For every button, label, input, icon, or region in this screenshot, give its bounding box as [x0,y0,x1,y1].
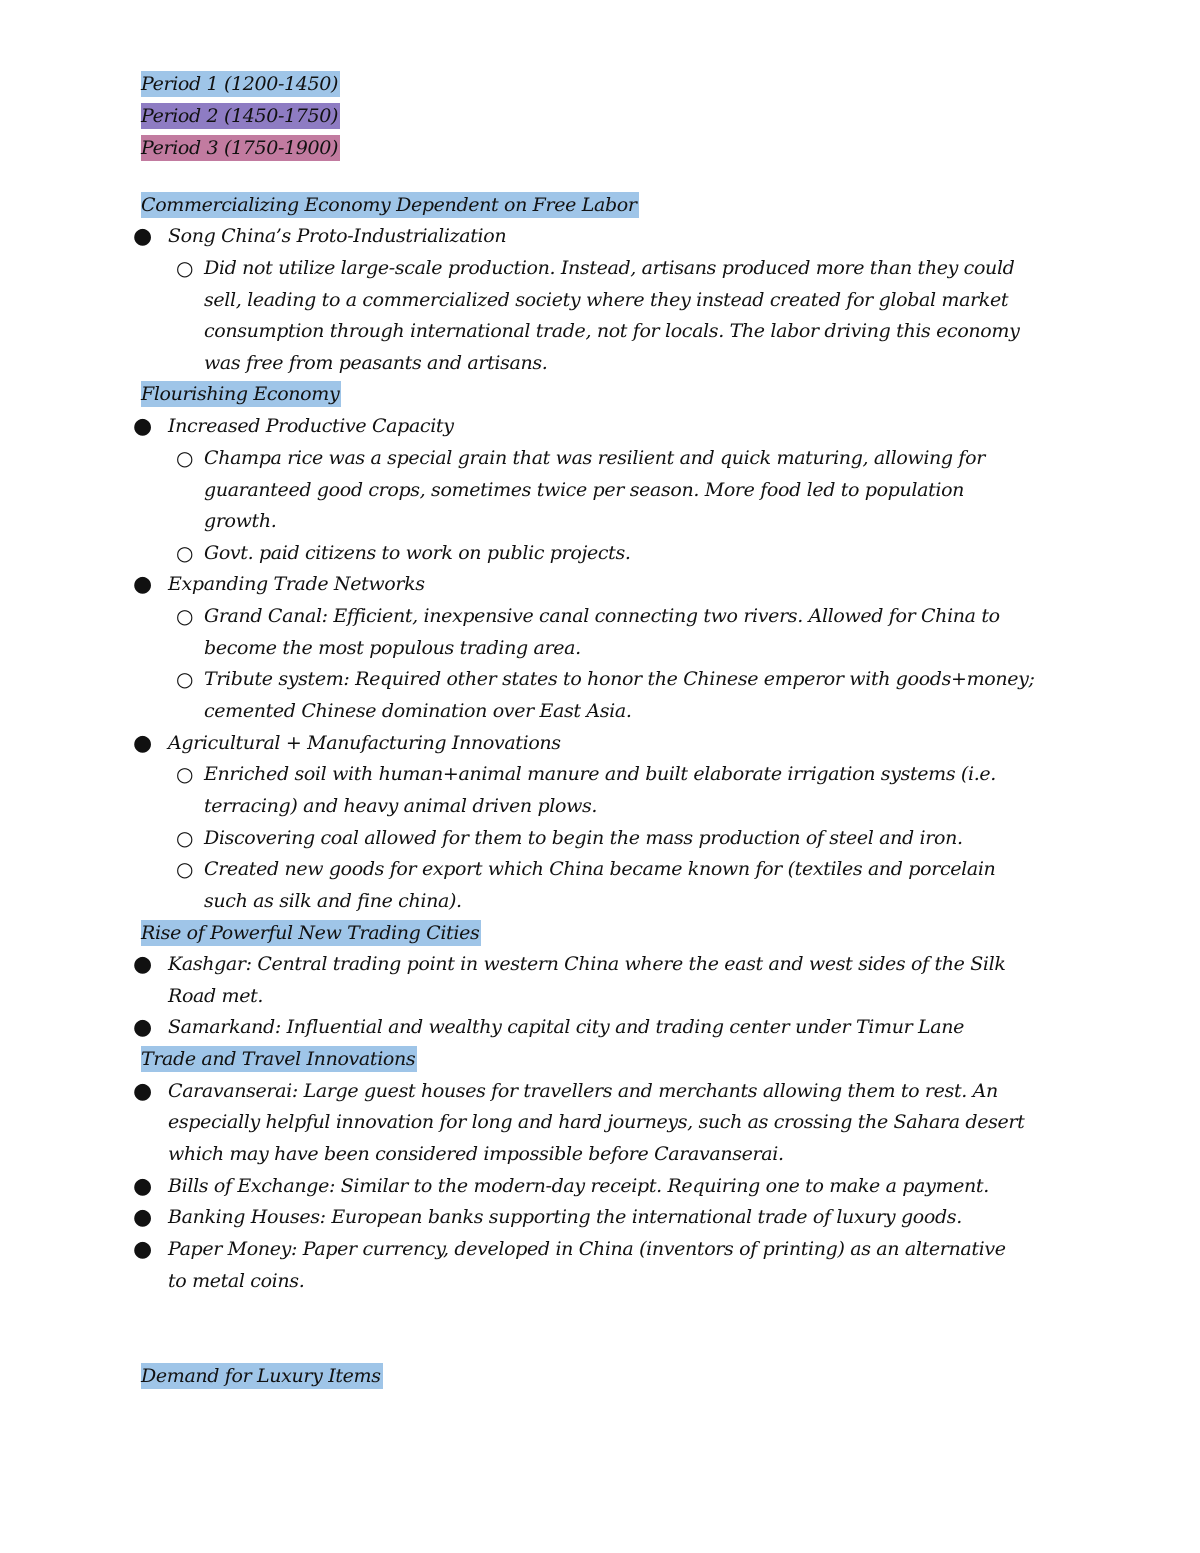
section-heading: Demand for Luxury Items [141,1365,381,1387]
sub-item-line: sell, leading to a commercialized society where they instead created for global market [204,289,1009,311]
list-item-text: Song China’s Proto-Industrialization [168,225,507,247]
bullet-filled-icon: ● [133,1015,152,1040]
sub-item-line: become the most populous trading area. [204,637,581,659]
bullet-hollow-icon: ○ [176,857,194,881]
sub-item-line: terracing) and heavy animal driven plows. [204,795,598,817]
sub-item-line: Created new goods for export which China became known for (textiles and porcelain [204,858,996,880]
list-item-line: Caravanserai: Large guest houses for travellers and merchants allowing them to rest. An [168,1080,998,1102]
bullet-hollow-icon: ○ [176,446,194,470]
sub-item-line: Did not utilize large-scale production. Instead, artisans produced more than they could [204,257,1015,279]
section-heading: Rise of Powerful New Trading Cities [141,922,480,944]
list-item-text: Increased Productive Capacity [168,415,454,437]
sub-item-line: consumption through international trade, not for locals. The labor driving this economy [204,320,1020,342]
section-heading: Trade and Travel Innovations [141,1048,416,1070]
section-heading: Flourishing Economy [141,383,340,405]
period-2-label: Period 2 (1450-1750) [141,105,339,127]
bullet-filled-icon: ● [133,952,152,977]
bullet-filled-icon: ● [133,572,152,597]
sub-item-line: cemented Chinese domination over East Asia. [204,700,632,722]
list-item-line: Samarkand: Influential and wealthy capital city and trading center under Timur Lane [168,1016,965,1038]
sub-item-line: Champa rice was a special grain that was resilient and quick maturing, allowing for [204,447,985,469]
list-item-line: which may have been considered impossible before Caravanserai. [168,1143,784,1165]
bullet-hollow-icon: ○ [176,826,194,850]
sub-item-line: Govt. paid citizens to work on public projects. [204,542,631,564]
bullet-filled-icon: ● [133,1174,152,1199]
bullet-hollow-icon: ○ [176,541,194,565]
sub-item-line: such as silk and fine china). [204,890,462,912]
bullet-filled-icon: ● [133,414,152,439]
list-item-line: Road met. [168,985,264,1007]
sub-item-line: Discovering coal allowed for them to begin the mass production of steel and iron. [204,827,963,849]
bullet-hollow-icon: ○ [176,762,194,786]
bullet-filled-icon: ● [133,731,152,756]
list-item-line: especially helpful innovation for long and hard journeys, such as crossing the Sahara desert [168,1111,1025,1133]
sub-item-line: Tribute system: Required other states to honor the Chinese emperor with goods+money; [204,668,1035,690]
period-3-label: Period 3 (1750-1900) [141,137,339,159]
bullet-filled-icon: ● [133,224,152,249]
list-item-line: Bills of Exchange: Similar to the modern-day receipt. Requiring one to make a payment. [168,1175,989,1197]
list-item-line: Kashgar: Central trading point in western China where the east and west sides of the Silk [168,953,1006,975]
bullet-filled-icon: ● [133,1205,152,1230]
sub-item-line: growth. [204,510,277,532]
section-heading: Commercializing Economy Dependent on Free Labor [141,194,637,216]
sub-item-line: Enriched soil with human+animal manure and built elaborate irrigation systems (i.e. [204,763,996,785]
list-item-line: Paper Money: Paper currency, developed in China (inventors of printing) as an alternative [168,1238,1006,1260]
bullet-filled-icon: ● [133,1079,152,1104]
list-item-line: to metal coins. [168,1270,305,1292]
bullet-hollow-icon: ○ [176,667,194,691]
bullet-hollow-icon: ○ [176,256,194,280]
list-item-line: Banking Houses: European banks supporting the international trade of luxury goods. [168,1206,962,1228]
sub-item-line: Grand Canal: Efficient, inexpensive canal connecting two rivers. Allowed for China to [204,605,1000,627]
list-item-text: Expanding Trade Networks [168,573,425,595]
period-1-label: Period 1 (1200-1450) [141,73,339,95]
list-item-text: Agricultural + Manufacturing Innovations [168,732,561,754]
bullet-filled-icon: ● [133,1237,152,1262]
bullet-hollow-icon: ○ [176,604,194,628]
sub-item-line: was free from peasants and artisans. [204,352,548,374]
sub-item-line: guaranteed good crops, sometimes twice per season. More food led to population [204,479,965,501]
